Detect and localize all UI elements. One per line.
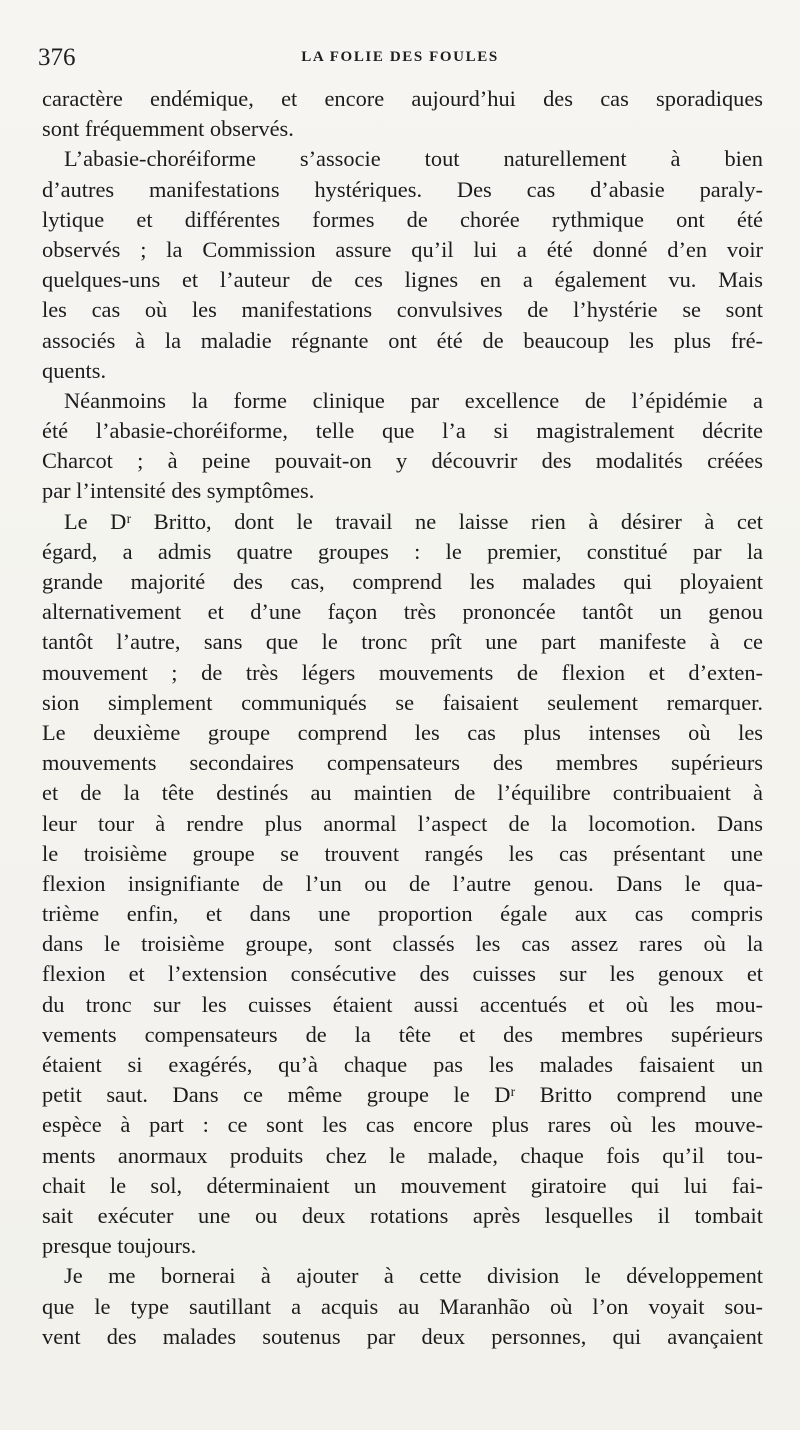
text-line: tantôt l’autre, sans que le tronc prît une part manifeste à ce — [42, 629, 763, 655]
text-line: presque toujours. — [42, 1233, 197, 1259]
paragraph — [42, 1261, 763, 1352]
running-title: LA FOLIE DES FOULES — [301, 49, 499, 65]
text-line: observés ; la Commission assure qu’il lui a été donné d’en voir — [42, 236, 763, 262]
paragraph — [42, 507, 763, 1262]
text-line: alternativement et d’une façon très prononcée tantôt un genou — [42, 599, 763, 625]
text-line: sait exécuter une ou deux rotations après lesquelles il tombait — [42, 1202, 763, 1228]
text-line: quelques-uns et l’auteur de ces lignes en a également vu. Mais — [42, 267, 763, 293]
text-line: espèce à part : ce sont les cas encore plus rares où les mouve- — [42, 1112, 763, 1138]
paragraph — [42, 84, 763, 144]
text-line: caractère endémique, et encore aujourd’hui des cas sporadiques — [42, 86, 763, 111]
text-line: associés à la maladie régnante ont été de beaucoup les plus fré- — [42, 327, 763, 353]
text-line: du tronc sur les cuisses étaient aussi accentués et où les mou- — [42, 991, 763, 1017]
body-text — [42, 84, 763, 1352]
text-line: étaient si exagérés, qu’à chaque pas les malades faisaient un — [42, 1052, 763, 1077]
text-line: et de la tête destinés au maintien de l’équilibre contribuaient à — [42, 780, 763, 806]
page-header — [38, 44, 762, 72]
text-line: sont fréquemment observés. — [42, 116, 294, 142]
text-line: Néanmoins la forme clinique par excellence de l’épidémie a — [64, 387, 763, 413]
text-line: flexion insignifiante de l’un ou de l’autre genou. Dans le qua- — [42, 870, 763, 896]
text-line: Je me bornerai à ajouter à cette division le développement — [64, 1263, 763, 1289]
text-line: le troisième groupe se trouvent rangés les cas présentant une — [42, 840, 763, 866]
text-line: égard, a admis quatre groupes : le premier, constitué par la — [42, 538, 763, 564]
paragraph — [42, 386, 763, 507]
text-line: dans le troisième groupe, sont classés les cas assez rares où la — [42, 931, 763, 957]
text-line: Le Dʳ Britto, dont le travail ne laisse rien à désirer à cet — [64, 508, 763, 534]
text-line: mouvement ; de très légers mouvements de flexion et d’exten- — [42, 659, 763, 685]
text-line: trième enfin, et dans une proportion égale aux cas compris — [42, 901, 763, 927]
text-line: d’autres manifestations hystériques. Des cas d’abasie paraly- — [42, 176, 763, 202]
text-line: mouvements secondaires compensateurs des membres supérieurs — [42, 750, 763, 776]
text-line: par l’intensité des symptômes. — [42, 478, 315, 504]
text-line: été l’abasie-choréiforme, telle que l’a si magistralement décrite — [42, 418, 763, 444]
text-line: grande majorité des cas, comprend les malades qui ployaient — [42, 569, 763, 594]
text-line: sion simplement communiqués se faisaient seulement remarquer. — [42, 689, 763, 715]
text-line: les cas où les manifestations convulsives de l’hystérie se sont — [42, 297, 763, 323]
text-line: chait le sol, déterminaient un mouvement giratoire qui lui fai- — [42, 1172, 763, 1198]
paragraph — [42, 144, 763, 386]
page-number: 376 — [38, 44, 76, 71]
text-line: petit saut. Dans ce même groupe le Dʳ Britto comprend une — [42, 1082, 763, 1108]
text-line: leur tour à rendre plus anormal l’aspect de la locomotion. Dans — [42, 810, 763, 836]
text-line: vements compensateurs de la tête et des membres supérieurs — [42, 1021, 763, 1047]
text-line: ments anormaux produits chez le malade, chaque fois qu’il tou- — [42, 1142, 763, 1168]
text-line: Charcot ; à peine pouvait-on y découvrir des modalités créées — [42, 448, 763, 474]
text-line: L’abasie-choréiforme s’associe tout naturellement à bien — [64, 146, 763, 172]
text-line: Le deuxième groupe comprend les cas plus intenses où les — [42, 719, 763, 745]
text-line: vent des malades soutenus par deux personnes, qui avançaient — [42, 1323, 763, 1349]
text-line: lytique et différentes formes de chorée rythmique ont été — [42, 206, 763, 232]
text-line: quents. — [42, 357, 107, 383]
text-line: flexion et l’extension consécutive des cuisses sur les genoux et — [42, 961, 763, 987]
text-line: que le type sautillant a acquis au Maranhão où l’on voyait sou- — [42, 1293, 763, 1319]
